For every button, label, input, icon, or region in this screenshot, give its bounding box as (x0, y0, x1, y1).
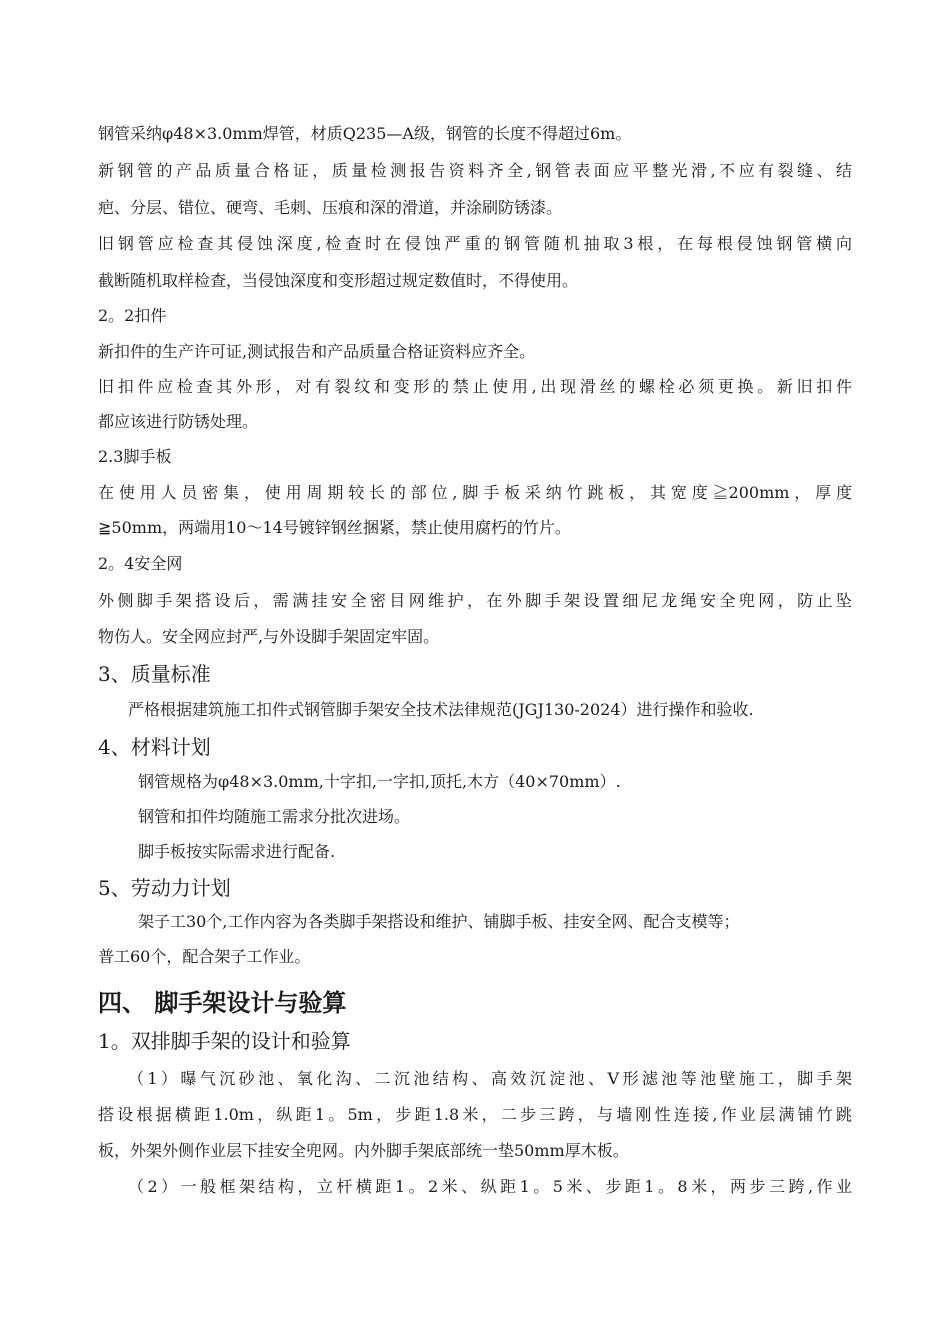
section-heading: 1。双排脚手架的设计和验算 (98, 1029, 351, 1053)
paragraph-line: 搭设根据横距1.0m，纵距1。5m，步距1.8米，二步三跨，与墙刚性连接,作业层满铺竹跳 (98, 1105, 852, 1124)
paragraph-line: （1）曝气沉砂池、氧化沟、二沉池结构、高效沉淀池、V形滤池等池壁施工，脚手架 (128, 1069, 852, 1088)
paragraph-line: 疤、分层、错位、硬弯、毛刺、压痕和深的滑道，并涂刷防锈漆。 (98, 198, 563, 217)
section-heading: 4、材料计划 (98, 735, 211, 759)
subsection-title: 2。2扣件 (98, 306, 167, 325)
paragraph-line: 严格根据建筑施工扣件式钢管脚手架安全技术法律规范(JGJ130-2024）进行操作和验收. (128, 700, 754, 719)
subsection-title: 2.3脚手板 (98, 447, 172, 466)
paragraph-line: 物伤人。安全网应封严,与外设脚手架固定牢固。 (98, 627, 440, 646)
section-heading: 5、劳动力计划 (98, 876, 231, 900)
paragraph-line: 钢管采纳φ48×3.0mm焊管，材质Q235—A级，钢管的长度不得超过6m。 (98, 124, 632, 143)
paragraph-line: 截断随机取样检查，当侵蚀深度和变形超过规定数值时，不得使用。 (98, 271, 579, 290)
paragraph-line: 板，外架外侧作业层下挂安全兜网。内外脚手架底部统一垫50mm厚木板。 (98, 1141, 629, 1160)
paragraph-line: 普工60个，配合架子工作业。 (98, 947, 311, 966)
paragraph-line: 新扣件的生产许可证,测试报告和产品质量合格证资料应齐全。 (98, 342, 536, 361)
paragraph-line: ≧50mm，两端用10～14号镀锌钢丝捆紧，禁止使用腐朽的竹片。 (98, 518, 571, 537)
paragraph-line: 新钢管的产品质量合格证，质量检测报告资料齐全,钢管表面应平整光滑,不应有裂缝、结 (98, 161, 852, 180)
paragraph-line: 钢管和扣件均随施工需求分批次进场。 (138, 807, 411, 826)
section-heading: 3、质量标准 (98, 662, 211, 686)
paragraph-line: 在使用人员密集，使用周期较长的部位,脚手板采纳竹跳板，其宽度≧200mm，厚度 (98, 483, 852, 502)
paragraph-line: 外侧脚手架搭设后，需满挂安全密目网维护，在外脚手架设置细尼龙绳安全兜网，防止坠 (98, 591, 852, 610)
paragraph-line: 都应该进行防锈处理。 (98, 412, 259, 431)
paragraph-line: 旧扣件应检查其外形，对有裂纹和变形的禁止使用,出现滑丝的螺栓必须更换。新旧扣件 (98, 377, 852, 396)
paragraph-line: （2）一般框架结构，立杆横距1。2米、纵距1。5米、步距1。8米，两步三跨,作业 (128, 1177, 852, 1196)
paragraph-line: 脚手板按实际需求进行配备. (138, 842, 336, 861)
chapter-heading: 四、 脚手架设计与验算 (98, 989, 347, 1017)
paragraph-line: 钢管规格为φ48×3.0mm,十字扣,一字扣,顶托,木方（40×70mm）. (138, 772, 621, 791)
subsection-title: 2。4安全网 (98, 554, 183, 573)
paragraph-line: 架子工30个,工作内容为各类脚手架搭设和维护、铺脚手板、挂安全网、配合支模等； (138, 912, 740, 931)
paragraph-line: 旧钢管应检查其侵蚀深度,检查时在侵蚀严重的钢管随机抽取3根，在每根侵蚀钢管横向 (98, 234, 852, 253)
